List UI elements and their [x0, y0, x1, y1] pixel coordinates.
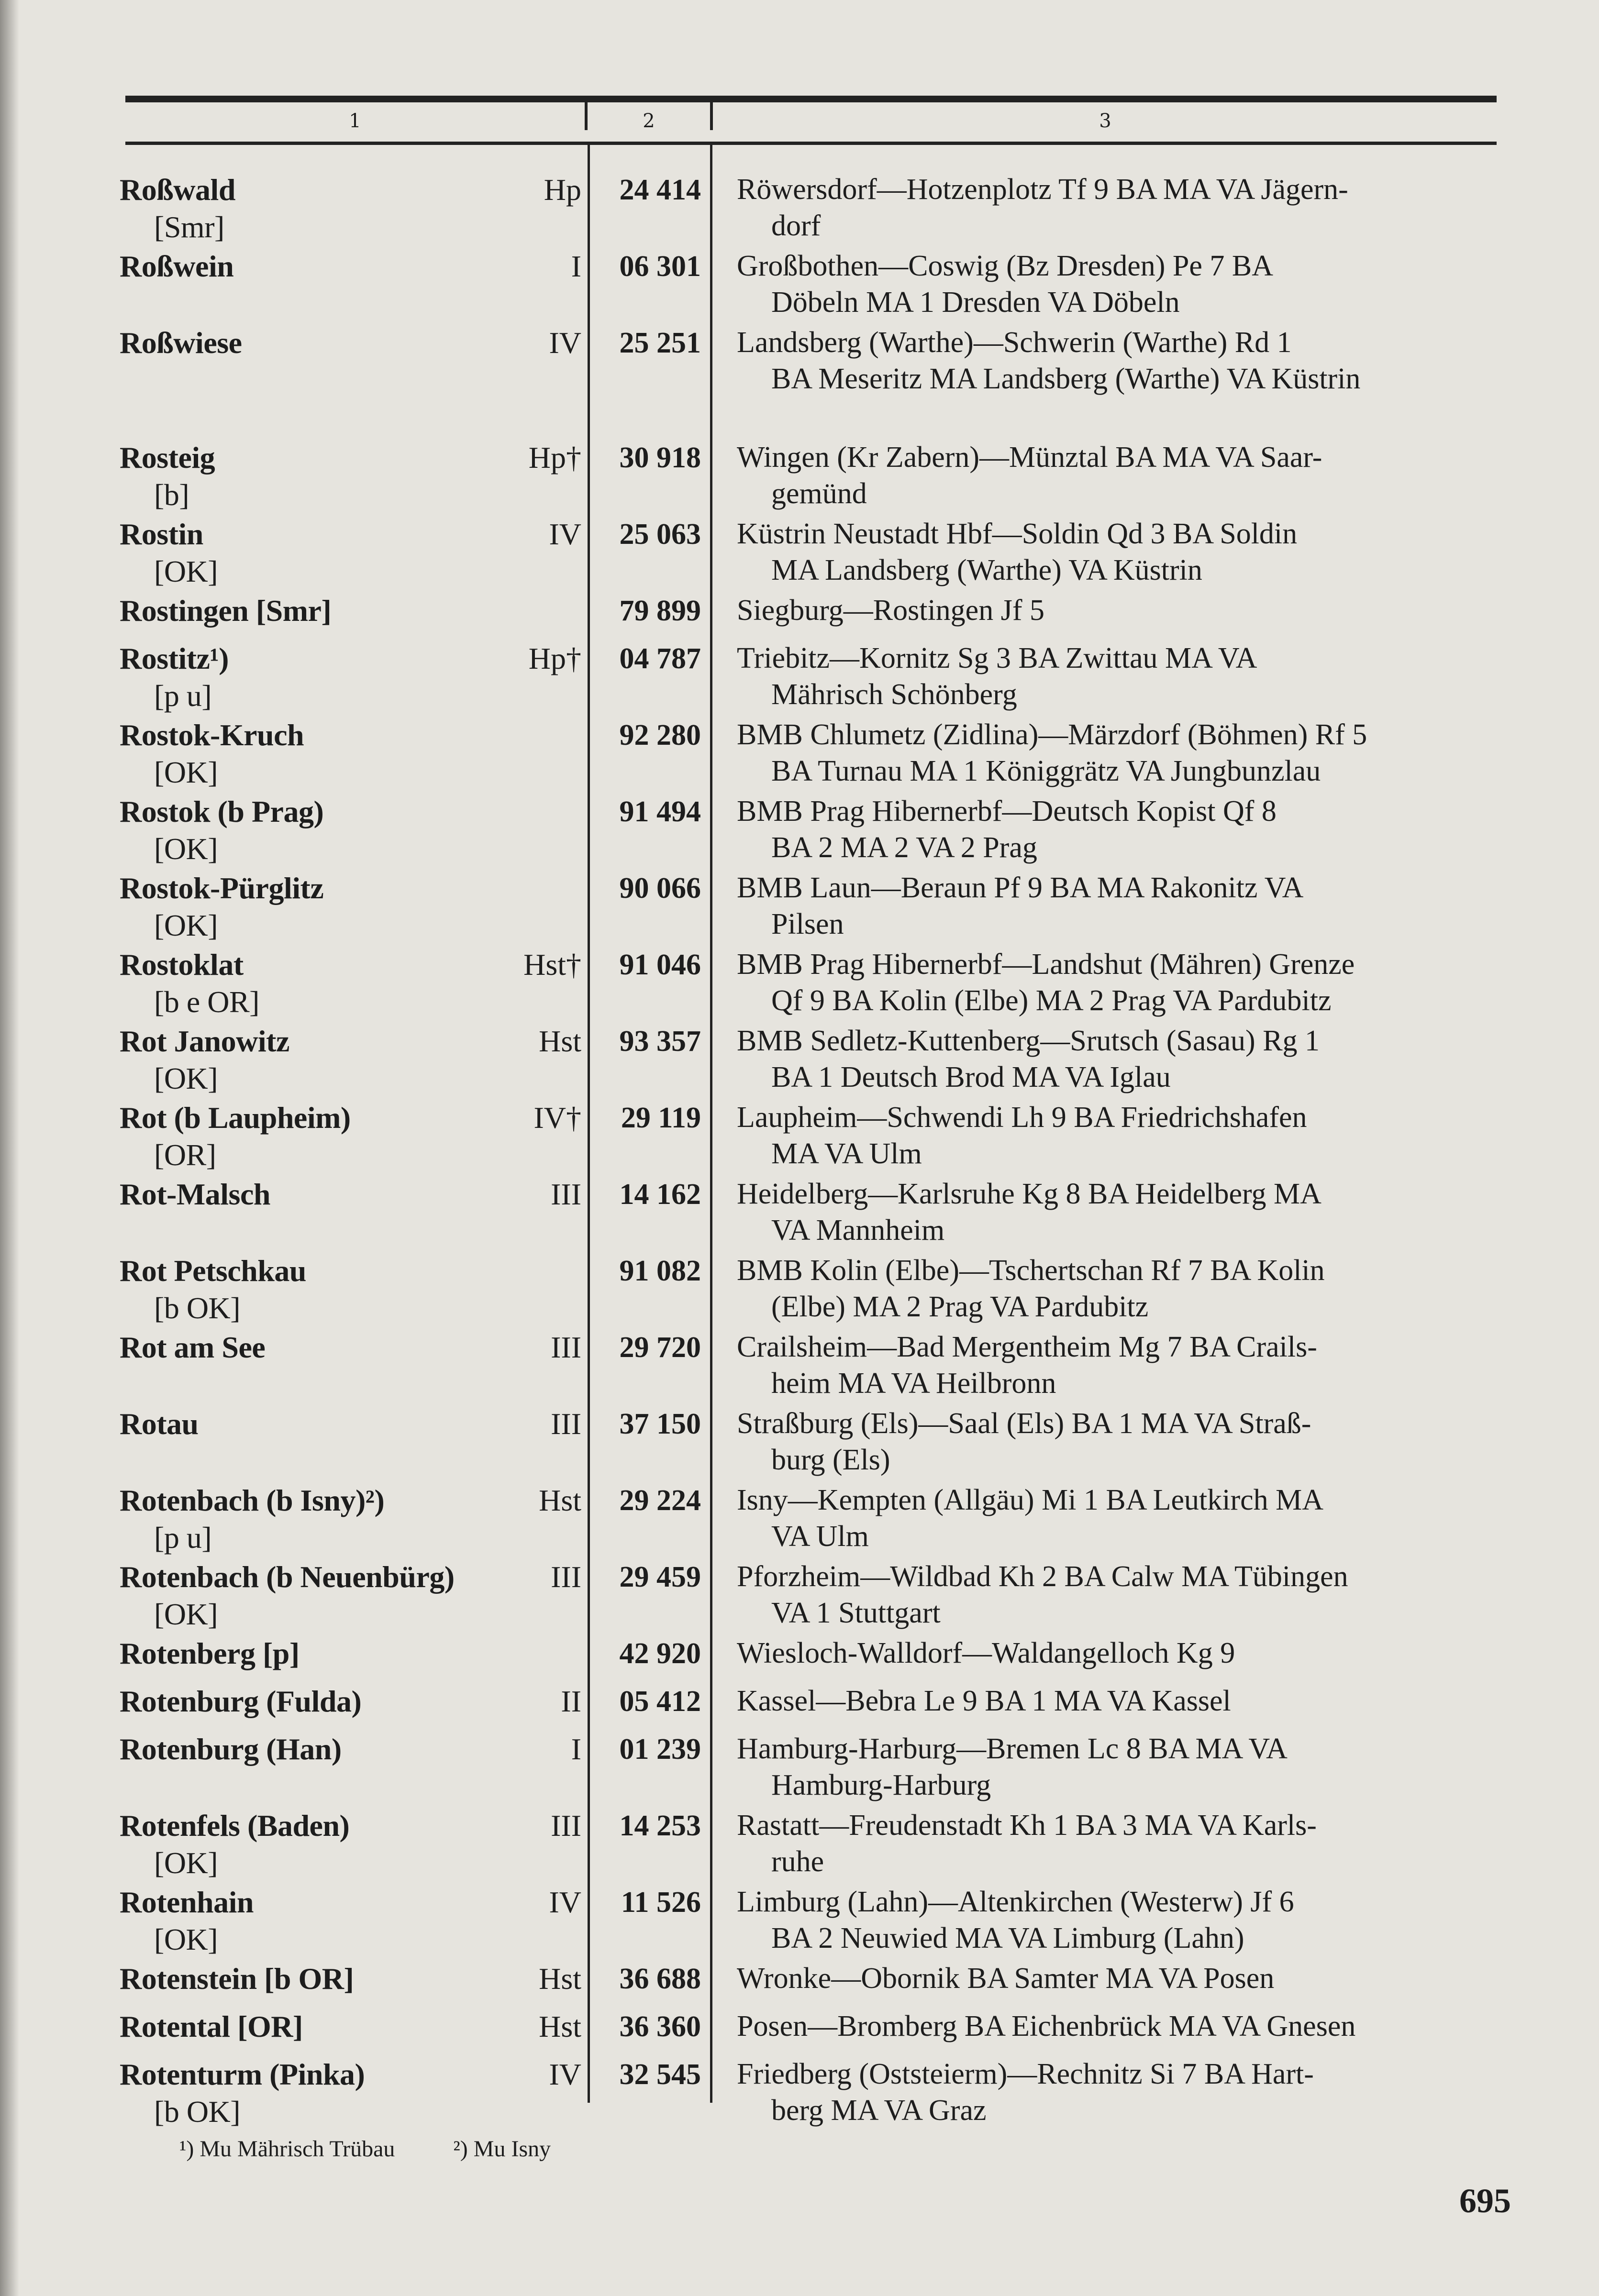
route-description — [737, 2008, 1512, 2044]
station-name — [120, 592, 502, 629]
station-number: 36 360 — [619, 2010, 701, 2043]
station-number: 42 920 — [619, 1637, 701, 1670]
table-row — [0, 171, 1599, 248]
column-header-1: 1 — [349, 110, 361, 132]
station-class: IV† — [533, 1101, 581, 1135]
route-description — [737, 1731, 1512, 1803]
station-code: [OK] — [154, 1922, 218, 1956]
station-class: Hst — [539, 2009, 581, 2043]
station-class: II — [561, 1684, 581, 1718]
station-name-text: Rotental [OR] — [120, 2009, 303, 2043]
route-description — [737, 1329, 1512, 1402]
route-description — [737, 1960, 1512, 1997]
route-description — [737, 324, 1512, 397]
station-number: 14 253 — [619, 1810, 701, 1842]
station-name-text: Rot (b Laupheim) — [120, 1101, 351, 1135]
station-number: 29 119 — [621, 1102, 701, 1134]
table-row — [0, 592, 1599, 640]
station-name-text: Rot Janowitz — [120, 1024, 289, 1058]
station-number: 24 414 — [619, 174, 701, 206]
route-line-2: BA 2 Neuwied MA VA Limburg (Lahn) — [771, 1922, 1244, 1954]
station-name-text: Rot Petschkau — [120, 1254, 306, 1288]
station-number: 29 459 — [619, 1561, 701, 1593]
station-name-text: Rotenturm (Pinka) — [120, 2057, 365, 2091]
route-description — [737, 1884, 1512, 1956]
station-code: [OK] — [154, 755, 218, 789]
footnote-1: ¹) Mu Mährisch Trübau — [179, 2136, 395, 2162]
route-line-1: BMB Sedletz-Kuttenberg—Srutsch (Sasau) Rg 1 — [737, 1025, 1320, 1057]
table-row — [0, 1884, 1599, 1960]
route-description — [737, 1023, 1512, 1095]
table-row — [0, 793, 1599, 870]
station-code: [b e OR] — [154, 985, 259, 1019]
station-number: 30 918 — [619, 442, 701, 474]
station-name — [120, 870, 502, 944]
table-row — [0, 717, 1599, 793]
route-line-1: Röwersdorf—Hotzenplotz Tf 9 BA MA VA Jägern- — [737, 173, 1348, 206]
station-name — [120, 1405, 502, 1443]
station-number: 93 357 — [619, 1025, 701, 1058]
station-class: IV — [549, 517, 581, 551]
column-header-2: 2 — [643, 110, 655, 132]
table-row — [0, 1482, 1599, 1558]
route-line-2: burg (Els) — [771, 1444, 890, 1476]
route-line-1: BMB Prag Hibernerbf—Deutsch Kopist Qf 8 — [737, 795, 1277, 828]
station-number: 91 082 — [619, 1255, 701, 1287]
station-name — [120, 324, 502, 362]
route-description — [737, 439, 1512, 512]
station-name — [120, 1960, 502, 1998]
route-description — [737, 1482, 1512, 1555]
table-row — [0, 1731, 1599, 1807]
route-description — [737, 1683, 1512, 1719]
route-line-2: BA Turnau MA 1 Königgrätz VA Jungbunzlau — [771, 755, 1321, 787]
station-code: [OK] — [154, 1597, 218, 1631]
station-code: [b OK] — [154, 1291, 241, 1325]
route-description — [737, 248, 1512, 320]
route-line-2: ruhe — [771, 1845, 824, 1878]
station-number: 04 787 — [619, 642, 701, 675]
table-row — [0, 248, 1599, 324]
route-description — [737, 1405, 1512, 1478]
station-name-text: Roßwiese — [120, 326, 242, 360]
station-name-text: Rotenstein [b OR] — [120, 1962, 354, 1996]
table-row — [0, 324, 1599, 439]
station-name-text: Rostoklat — [120, 948, 244, 982]
station-number: 32 545 — [619, 2058, 701, 2091]
station-name — [120, 1558, 502, 1633]
route-line-1: Großbothen—Coswig (Bz Dresden) Pe 7 BA — [737, 250, 1274, 282]
station-name — [120, 717, 502, 791]
table-row — [0, 870, 1599, 946]
station-class: Hst — [539, 1962, 581, 1996]
station-class: III — [551, 1407, 581, 1441]
table-row — [0, 1807, 1599, 1884]
route-line-1: Straßburg (Els)—Saal (Els) BA 1 MA VA Straß- — [737, 1407, 1311, 1440]
route-line-1: Pforzheim—Wildbad Kh 2 BA Calw MA Tübingen — [737, 1560, 1348, 1593]
station-name-text: Rotenfels (Baden) — [120, 1809, 350, 1843]
table-row — [0, 640, 1599, 717]
route-line-2: MA VA Ulm — [771, 1137, 922, 1170]
station-name-text: Rotenburg (Fulda) — [120, 1684, 362, 1718]
station-class: III — [551, 1330, 581, 1364]
route-line-2: VA Mannheim — [771, 1214, 945, 1247]
station-number: 90 066 — [619, 872, 701, 905]
station-name — [120, 2056, 502, 2130]
station-name-text: Rostok (b Prag) — [120, 795, 324, 828]
route-line-2: Mährisch Schönberg — [771, 678, 1017, 711]
station-code: [p u] — [154, 1521, 212, 1555]
station-class: Hst — [539, 1483, 581, 1517]
route-description — [737, 1176, 1512, 1248]
station-name-text: Roßwald — [120, 173, 235, 207]
station-class: I — [571, 1732, 581, 1766]
route-line-1: Hamburg-Harburg—Bremen Lc 8 BA MA VA — [737, 1733, 1288, 1765]
station-name — [120, 1023, 502, 1097]
route-description — [737, 171, 1512, 244]
station-name — [120, 946, 502, 1021]
route-line-1: Posen—Bromberg BA Eichenbrück MA VA Gnesen — [737, 2010, 1356, 2042]
station-name-text: Rostin — [120, 517, 203, 551]
station-name — [120, 1252, 502, 1327]
route-line-2: (Elbe) MA 2 Prag VA Pardubitz — [771, 1291, 1149, 1323]
route-line-2: VA 1 Stuttgart — [771, 1597, 941, 1629]
route-line-1: Kassel—Bebra Le 9 BA 1 MA VA Kassel — [737, 1685, 1231, 1717]
route-description — [737, 640, 1512, 713]
table-row — [0, 1329, 1599, 1405]
station-name — [120, 1329, 502, 1366]
station-class: I — [571, 249, 581, 283]
station-list — [0, 171, 1599, 2132]
station-code: [p u] — [154, 679, 212, 713]
route-description — [737, 1252, 1512, 1325]
station-code: [Smr] — [154, 210, 224, 244]
station-number: 91 494 — [619, 795, 701, 828]
station-number: 91 046 — [619, 949, 701, 981]
route-line-1: Küstrin Neustadt Hbf—Soldin Qd 3 BA Soldin — [737, 518, 1298, 550]
route-line-1: Isny—Kempten (Allgäu) Mi 1 BA Leutkirch MA — [737, 1484, 1324, 1516]
station-number: 37 150 — [619, 1408, 701, 1440]
station-name — [120, 1807, 502, 1882]
station-code: [OK] — [154, 1061, 218, 1095]
route-line-1: Triebitz—Kornitz Sg 3 BA Zwittau MA VA — [737, 642, 1257, 674]
header-divider-1 — [585, 100, 588, 130]
station-number: 29 224 — [619, 1484, 701, 1517]
station-name — [120, 640, 502, 715]
station-name — [120, 1176, 502, 1213]
station-code: [OK] — [154, 554, 218, 588]
station-number: 36 688 — [619, 1963, 701, 1995]
route-line-1: Wronke—Obornik BA Samter MA VA Posen — [737, 1962, 1275, 1995]
route-description — [737, 1099, 1512, 1172]
station-number: 14 162 — [619, 1178, 701, 1211]
station-name-text: Rot-Malsch — [120, 1177, 270, 1211]
station-name — [120, 2008, 502, 2045]
table-row — [0, 2008, 1599, 2056]
table-row — [0, 2056, 1599, 2132]
station-class: Hp† — [528, 441, 581, 475]
station-class: IV — [549, 1885, 581, 1919]
route-description — [737, 592, 1512, 629]
route-description — [737, 516, 1512, 588]
header-rule — [125, 142, 1497, 145]
station-name-text: Rostingen [Smr] — [120, 594, 332, 628]
station-name — [120, 1099, 502, 1174]
route-line-2: BA 2 MA 2 VA 2 Prag — [771, 831, 1037, 864]
station-name — [120, 1731, 502, 1768]
station-class: Hst — [539, 1024, 581, 1058]
table-row — [0, 1960, 1599, 2008]
station-number: 25 251 — [619, 327, 701, 359]
station-number: 79 899 — [619, 595, 701, 627]
route-line-1: Landsberg (Warthe)—Schwerin (Warthe) Rd 1 — [737, 326, 1292, 359]
table-row — [0, 1252, 1599, 1329]
route-line-1: Wingen (Kr Zabern)—Münztal BA MA VA Saar- — [737, 441, 1322, 474]
route-description — [737, 2056, 1512, 2129]
table-row — [0, 1176, 1599, 1252]
route-line-2: dorf — [771, 210, 821, 242]
route-line-2: MA Landsberg (Warthe) VA Küstrin — [771, 554, 1202, 586]
station-class: IV — [549, 326, 581, 360]
table-row — [0, 1099, 1599, 1176]
route-line-1: Friedberg (Oststeierm)—Rechnitz Si 7 BA Hart- — [737, 2058, 1314, 2090]
station-name-text: Rot am See — [120, 1330, 266, 1364]
station-code: [OK] — [154, 1846, 218, 1880]
footnotes — [179, 2136, 603, 2162]
station-number: 01 239 — [619, 1733, 701, 1766]
station-number: 92 280 — [619, 719, 701, 751]
station-name — [120, 1683, 502, 1720]
route-line-2: berg MA VA Graz — [771, 2094, 987, 2127]
station-class: IV — [549, 2057, 581, 2091]
table-row — [0, 1635, 1599, 1683]
station-name-text: Rotenhain — [120, 1885, 254, 1919]
station-name-text: Rotenburg (Han) — [120, 1732, 342, 1766]
station-class: III — [551, 1560, 581, 1594]
route-line-1: Wiesloch-Walldorf—Waldangelloch Kg 9 — [737, 1637, 1235, 1669]
table-row — [0, 439, 1599, 516]
route-line-2: Hamburg-Harburg — [771, 1769, 991, 1801]
station-class: III — [551, 1809, 581, 1843]
route-line-2: VA Ulm — [771, 1520, 869, 1553]
station-name-text: Rotau — [120, 1407, 199, 1441]
table-row — [0, 1558, 1599, 1635]
station-name — [120, 1635, 502, 1672]
station-code: [b] — [154, 478, 189, 512]
route-line-1: Limburg (Lahn)—Altenkirchen (Westerw) Jf 6 — [737, 1886, 1294, 1918]
table-row — [0, 516, 1599, 592]
table-row — [0, 1405, 1599, 1482]
station-name — [120, 439, 502, 514]
station-name-text: Rostitz¹) — [120, 641, 229, 675]
route-description — [737, 717, 1512, 789]
station-name-text: Rotenbach (b Neuenbürg) — [120, 1560, 455, 1594]
route-description — [737, 1558, 1512, 1631]
station-code: [b OK] — [154, 2095, 241, 2129]
footnote-2: ²) Mu Isny — [453, 2136, 551, 2162]
route-line-1: Rastatt—Freudenstadt Kh 1 BA 3 MA VA Karls- — [737, 1809, 1317, 1842]
header-divider-2 — [710, 100, 713, 130]
route-description — [737, 1635, 1512, 1671]
route-line-1: BMB Prag Hibernerbf—Landshut (Mähren) Grenze — [737, 948, 1355, 981]
station-number: 25 063 — [619, 518, 701, 551]
station-name — [120, 516, 502, 590]
station-name-text: Rostok-Pürglitz — [120, 871, 324, 905]
route-description — [737, 870, 1512, 942]
station-number: 06 301 — [619, 250, 701, 283]
station-class: Hst† — [523, 948, 581, 982]
table-row — [0, 1683, 1599, 1731]
station-name-text: Rotenbach (b Isny)²) — [120, 1483, 385, 1517]
station-code: [OK] — [154, 832, 218, 866]
route-line-2: gemünd — [771, 477, 867, 510]
station-name — [120, 171, 502, 246]
station-name — [120, 1482, 502, 1556]
route-line-1: Heidelberg—Karlsruhe Kg 8 BA Heidelberg MA — [737, 1178, 1321, 1210]
station-name — [120, 793, 502, 868]
table-row — [0, 946, 1599, 1023]
station-class: Hp† — [528, 641, 581, 675]
station-name-text: Rotenberg [p] — [120, 1636, 300, 1670]
station-name — [120, 1884, 502, 1958]
route-line-2: BA Meseritz MA Landsberg (Warthe) VA Küstrin — [771, 363, 1361, 395]
station-code: [OR] — [154, 1138, 216, 1172]
station-code: [OK] — [154, 908, 218, 942]
route-line-2: heim MA VA Heilbronn — [771, 1367, 1056, 1400]
column-header-3: 3 — [1099, 110, 1111, 132]
route-line-2: BA 1 Deutsch Brod MA VA Iglau — [771, 1061, 1171, 1093]
route-line-2: Qf 9 BA Kolin (Elbe) MA 2 Prag VA Pardubitz — [771, 984, 1332, 1017]
station-number: 11 526 — [621, 1886, 701, 1919]
station-name — [120, 248, 502, 285]
station-class: Hp — [544, 173, 581, 207]
route-description — [737, 793, 1512, 866]
route-line-1: Laupheim—Schwendi Lh 9 BA Friedrichshafen — [737, 1101, 1307, 1134]
station-name-text: Rosteig — [120, 441, 215, 475]
route-line-1: BMB Chlumetz (Zidlina)—Märzdorf (Böhmen) Rf 5 — [737, 718, 1367, 751]
station-class: III — [551, 1177, 581, 1211]
route-line-1: Siegburg—Rostingen Jf 5 — [737, 594, 1044, 627]
route-description — [737, 1807, 1512, 1880]
route-line-1: Crailsheim—Bad Mergentheim Mg 7 BA Crails- — [737, 1331, 1317, 1363]
route-line-1: BMB Kolin (Elbe)—Tschertschan Rf 7 BA Kolin — [737, 1254, 1325, 1287]
page-number: 695 — [1459, 2182, 1511, 2220]
route-line-2: Döbeln MA 1 Dresden VA Döbeln — [771, 286, 1180, 319]
route-line-1: BMB Laun—Beraun Pf 9 BA MA Rakonitz VA — [737, 872, 1304, 904]
table-row — [0, 1023, 1599, 1099]
station-number: 29 720 — [619, 1331, 701, 1364]
station-number: 05 412 — [619, 1685, 701, 1718]
route-line-2: Pilsen — [771, 908, 844, 940]
station-name-text: Roßwein — [120, 249, 234, 283]
route-description — [737, 946, 1512, 1019]
station-name-text: Rostok-Kruch — [120, 718, 304, 752]
